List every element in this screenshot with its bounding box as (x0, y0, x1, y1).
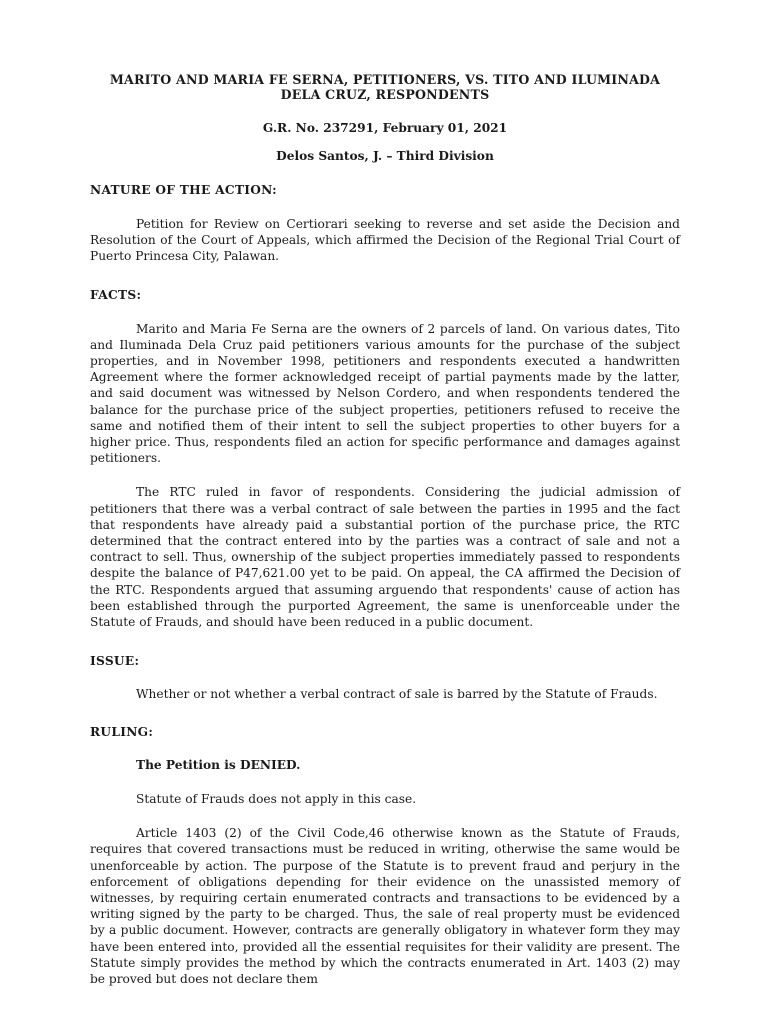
issue-heading: ISSUE: (90, 654, 140, 669)
issue-text: Whether or not whether a verbal contract of sale is barred by the Statute of Frauds. (136, 687, 658, 702)
nature-paragraph: Petition for Review on Certiorari seeking to reverse and set aside the Decision and Resolution of the Court of Appeals, which affirmed the Decision of the Regional Trial Court of Puerto Princesa City, Palawan. (90, 217, 680, 264)
ruling-summary: Statute of Frauds does not apply in this case. (136, 792, 417, 807)
facts-paragraph-1: Marito and Maria Fe Serna are the owners of 2 parcels of land. On various dates, Tito and Iluminada Dela Cruz paid petitioners various amounts for the purchase of the subject properties, and in November 1998, petitioners and respondents executed a handwritten Agreement where the former acknowledged receipt of partial payments made by the latter, and said document was witnessed by Nelson Cordero, and when respondents tendered the balance for the purchase price of the subject properties, petitioners refused to receive the same and notified them of their intent to sell the subject properties to other buyers for a higher price. Thus, respondents filed an action for specific performance and damages against petitioners. (90, 321, 680, 466)
facts-paragraph-2: The RTC ruled in favor of respondents. Considering the judicial admission of petitioners that there was a verbal contract of sale between the parties in 1995 and the fact that respondents have already paid a substantial portion of the purchase price, the RTC determined that the contract entered into by the parties was a contract of sale and not a contract to sell. Thus, ownership of the subject properties immediately passed to respondents despite the balance of P47,621.00 yet to be paid. On appeal, the CA affirmed the Decision of the RTC. Respondents argued that assuming arguendo that respondents' cause of action has been established through the purported Agreement, the same is unenforceable under the Statute of Frauds, and should have been reduced in a public document. (90, 485, 680, 630)
ruling-paragraph: Article 1403 (2) of the Civil Code,46 otherwise known as the Statute of Frauds, requires that covered transactions must be reduced in writing, otherwise the same would be unenforceable by action. The purpose of the Statute is to prevent fraud and perjury in the enforcement of obligations depending for their evidence on the unassisted memory of witnesses, by requiring certain enumerated contracts and transactions to be evidenced by a writing signed by the party to be charged. Thus, the sale of real property must be evidenced by a public document. However, contracts are generally obligatory in whatever form they may have been entered into, provided all the essential requisites for their validity are present. The Statute simply provides the method by which the contracts enumerated in Art. 1403 (2) may be proved but does not declare them (90, 826, 680, 987)
facts-heading: FACTS: (90, 287, 142, 302)
ruling-disposition: The Petition is DENIED. (136, 758, 301, 773)
case-title: MARITO AND MARIA FE SERNA, PETITIONERS, VS. TITO AND ILUMINADA DELA CRUZ, RESPONDENTS (109, 72, 661, 102)
ponente: Delos Santos, J. – Third Division (276, 149, 494, 163)
ruling-heading: RULING: (90, 725, 154, 740)
gr-number: G.R. No. 237291, February 01, 2021 (262, 121, 508, 135)
nature-heading: NATURE OF THE ACTION: (90, 183, 277, 197)
